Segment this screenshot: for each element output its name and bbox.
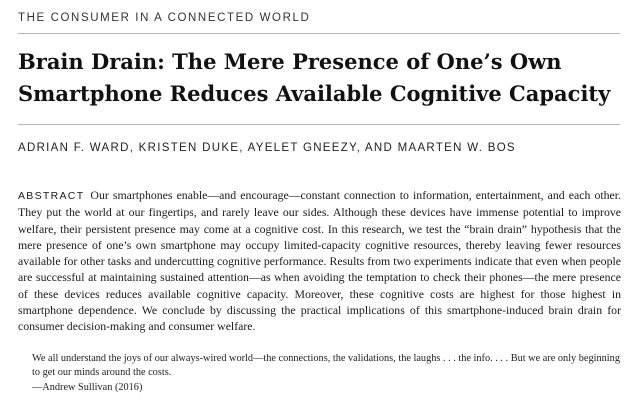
author-list: ADRIAN F. WARD, KRISTEN DUKE, AYELET GNEEZY, AND MAARTEN W. BOS — [18, 142, 516, 154]
abstract — [18, 187, 621, 335]
article-title: Brain Drain: The Mere Presence of One’s Own Smartphone Reduces Available Cognitive Capacity — [18, 49, 611, 106]
section-header: THE CONSUMER IN A CONNECTED WORLD — [18, 12, 311, 24]
epigraph-attribution: —Andrew Sullivan (2016) — [32, 382, 143, 393]
header-rule — [18, 33, 620, 34]
abstract-text: Our smartphones enable—and encourage—constant connection to information, entertainment, and each other. They put the world at our fingertips, and rarely leave our sides. Although these devices have immense potential to improve welfare, their persistent presence may come at a cognitive cost. In this research, we test the “brain drain” hypothesis that the mere presence of one’s own smartphone may occupy limited-capacity cognitive resources, thereby leaving fewer resources available for other tasks and undercutting cognitive performance. Results from two experiments indicate that even when people are successful at maintaining sustained attention—as when avoiding the temptation to check their phones—the mere presence of these devices reduces available cognitive capacity. Moreover, these cognitive costs are highest for those highest in smartphone dependence. We conclude by discussing the practical implications of this smartphone-induced brain drain for consumer decision-making and consumer welfare. — [18, 188, 621, 334]
abstract-label: ABSTRACT — [18, 190, 85, 202]
title-rule — [18, 124, 620, 125]
epigraph-quote: We all understand the joys of our always-wired world—the connections, the validations, the laughs . . . the info. . . . But we are only beginning to get our minds around the costs. — [32, 353, 620, 378]
